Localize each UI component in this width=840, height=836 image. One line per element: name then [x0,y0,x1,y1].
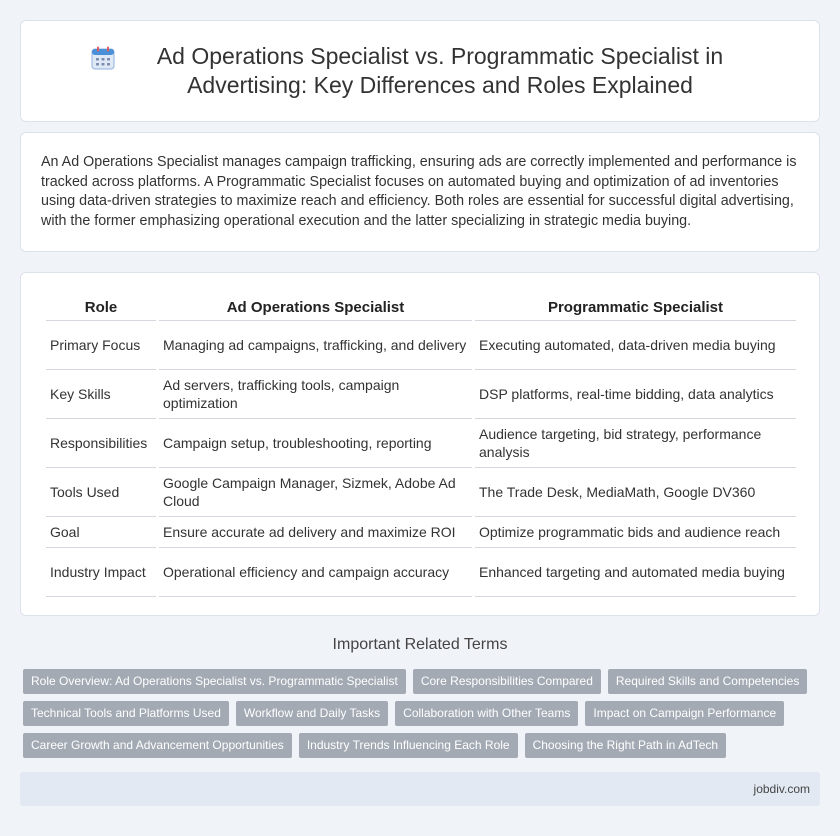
related-term-tag[interactable]: Required Skills and Competencies [608,669,807,694]
related-term-tag[interactable]: Choosing the Right Path in AdTech [525,733,726,758]
related-terms-tags [23,669,823,758]
table-cell-ad-ops: Google Campaign Manager, Sizmek, Adobe Ad Cloud [159,468,472,517]
related-term-tag[interactable]: Role Overview: Ad Operations Specialist vs. Programmatic Specialist [23,669,406,694]
column-header-programmatic: Programmatic Specialist [475,293,796,321]
related-term-tag[interactable]: Core Responsibilities Compared [413,669,601,694]
comparison-table-card [20,272,820,616]
footer-site-link[interactable]: jobdiv.com [753,782,810,796]
intro-card [20,132,820,252]
related-term-tag[interactable]: Industry Trends Influencing Each Role [299,733,518,758]
related-term-tag[interactable]: Career Growth and Advancement Opportunities [23,733,292,758]
calendar-icon [90,45,116,71]
table-cell-programmatic: Enhanced targeting and automated media buying [475,548,796,597]
table-cell-programmatic: DSP platforms, real-time bidding, data analytics [475,370,796,419]
table-cell-ad-ops: Campaign setup, troubleshooting, reporting [159,419,472,468]
table-cell-role: Industry Impact [46,548,156,597]
related-term-tag[interactable]: Collaboration with Other Teams [395,701,578,726]
table-row [46,517,796,548]
table-cell-ad-ops: Ensure accurate ad delivery and maximize ROI [159,517,472,548]
table-cell-ad-ops: Operational efficiency and campaign accuracy [159,548,472,597]
table-cell-role: Tools Used [46,468,156,517]
intro-paragraph: An Ad Operations Specialist manages campaign trafficking, ensuring ads are correctly implemented and performance is tracked across platforms. A Programmatic Specialist focuses on automated buying and optimization of ad inventories using data-driven strategies to maximize reach and efficiency. Both roles are essential for successful digital advertising, with the former emphasizing operational execution and the latter specializing in strategic media buying. [41,154,797,229]
column-header-ad-ops: Ad Operations Specialist [159,293,472,321]
footer [20,772,820,806]
table-row [46,321,796,370]
table-cell-programmatic: The Trade Desk, MediaMath, Google DV360 [475,468,796,517]
related-terms-title: Important Related Terms [332,636,508,653]
table-cell-programmatic: Optimize programmatic bids and audience reach [475,517,796,548]
table-header-row [46,293,796,321]
table-row [46,419,796,468]
title-wrap [90,42,750,100]
table-row [46,468,796,517]
table-cell-role: Responsibilities [46,419,156,468]
related-term-tag[interactable]: Workflow and Daily Tasks [236,701,388,726]
title-card [20,20,820,122]
table-cell-role: Goal [46,517,156,548]
page-title: Ad Operations Specialist vs. Programmatic Specialist in Advertising: Key Differences and Roles Explained [156,43,724,98]
table-cell-role: Key Skills [46,370,156,419]
related-term-tag[interactable]: Impact on Campaign Performance [585,701,784,726]
table-row [46,370,796,419]
column-header-role: Role [46,293,156,321]
table-cell-ad-ops: Managing ad campaigns, trafficking, and delivery [159,321,472,370]
related-term-tag[interactable]: Technical Tools and Platforms Used [23,701,229,726]
table-cell-programmatic: Audience targeting, bid strategy, performance analysis [475,419,796,468]
table-cell-ad-ops: Ad servers, trafficking tools, campaign optimization [159,370,472,419]
table-row [46,548,796,597]
table-cell-programmatic: Executing automated, data-driven media buying [475,321,796,370]
comparison-table [43,293,799,597]
table-cell-role: Primary Focus [46,321,156,370]
